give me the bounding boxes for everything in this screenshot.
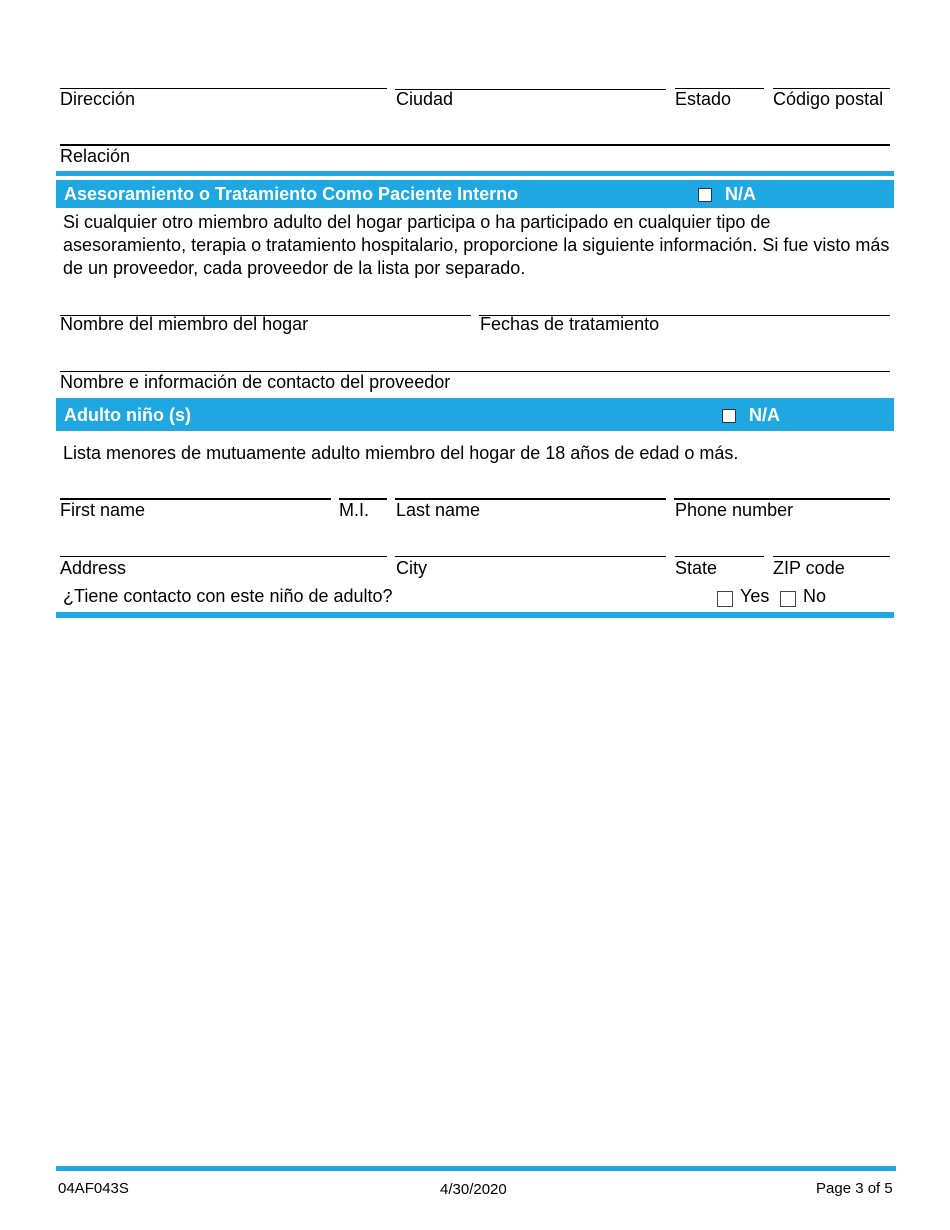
state-label: Estado xyxy=(675,89,732,109)
counseling-na-checkbox[interactable] xyxy=(698,188,712,202)
relation-input-line[interactable] xyxy=(60,144,890,146)
adult-child-section-header xyxy=(56,398,894,431)
section-divider xyxy=(56,171,894,176)
section-bottom-divider xyxy=(56,612,894,618)
provider-label: Nombre e información de contacto del proveedor xyxy=(60,372,451,392)
form-code: 04AF043S xyxy=(58,1180,129,1197)
counseling-section-header xyxy=(56,180,894,208)
counseling-na-label: N/A xyxy=(725,184,756,204)
counseling-section-title: Asesoramiento o Tratamiento Como Paciente Interno xyxy=(64,184,519,204)
contact-question: ¿Tiene contacto con este niño de adulto? xyxy=(63,586,393,606)
address-label: Dirección xyxy=(60,89,136,109)
child-address-label: Address xyxy=(60,558,127,578)
form-date: 4/30/2020 xyxy=(440,1181,507,1198)
adult-child-instructions: Lista menores de mutuamente adulto miembro del hogar de 18 años de edad o más. xyxy=(63,443,739,463)
child-city-input-line[interactable] xyxy=(395,556,666,557)
contact-no-label: No xyxy=(803,586,827,606)
contact-yes-checkbox[interactable] xyxy=(717,591,733,607)
last-name-label: Last name xyxy=(396,500,481,520)
mi-label: M.I. xyxy=(339,500,369,520)
child-address-input-line[interactable] xyxy=(60,556,387,557)
child-zip-input-line[interactable] xyxy=(773,556,890,557)
phone-label: Phone number xyxy=(675,500,794,520)
zip-label: Código postal xyxy=(773,89,884,109)
child-state-label: State xyxy=(675,558,718,578)
child-state-input-line[interactable] xyxy=(675,556,764,557)
adult-child-na-checkbox[interactable] xyxy=(722,409,736,423)
adult-child-na-label: N/A xyxy=(749,405,780,425)
contact-no-checkbox[interactable] xyxy=(780,591,796,607)
member-name-label: Nombre del miembro del hogar xyxy=(60,314,309,334)
treatment-dates-label: Fechas de tratamiento xyxy=(480,314,660,334)
city-label: Ciudad xyxy=(396,89,454,109)
relation-label: Relación xyxy=(60,146,131,166)
page-number: Page 3 of 5 xyxy=(816,1180,893,1197)
contact-yes-label: Yes xyxy=(740,586,770,606)
counseling-instructions: Si cualquier otro miembro adulto del hogar participa o ha participado en cualquier tipo de asesoramiento, terapia o tratamiento hospitalario, proporcione la siguiente información. Si fue visto más de un proveedor, cada proveedor de la lista por separado. xyxy=(63,212,890,278)
footer-divider xyxy=(56,1166,896,1171)
first-name-label: First name xyxy=(60,500,146,520)
child-zip-label: ZIP code xyxy=(773,558,845,578)
adult-child-section-title: Adulto niño (s) xyxy=(64,405,191,425)
child-city-label: City xyxy=(396,558,427,578)
